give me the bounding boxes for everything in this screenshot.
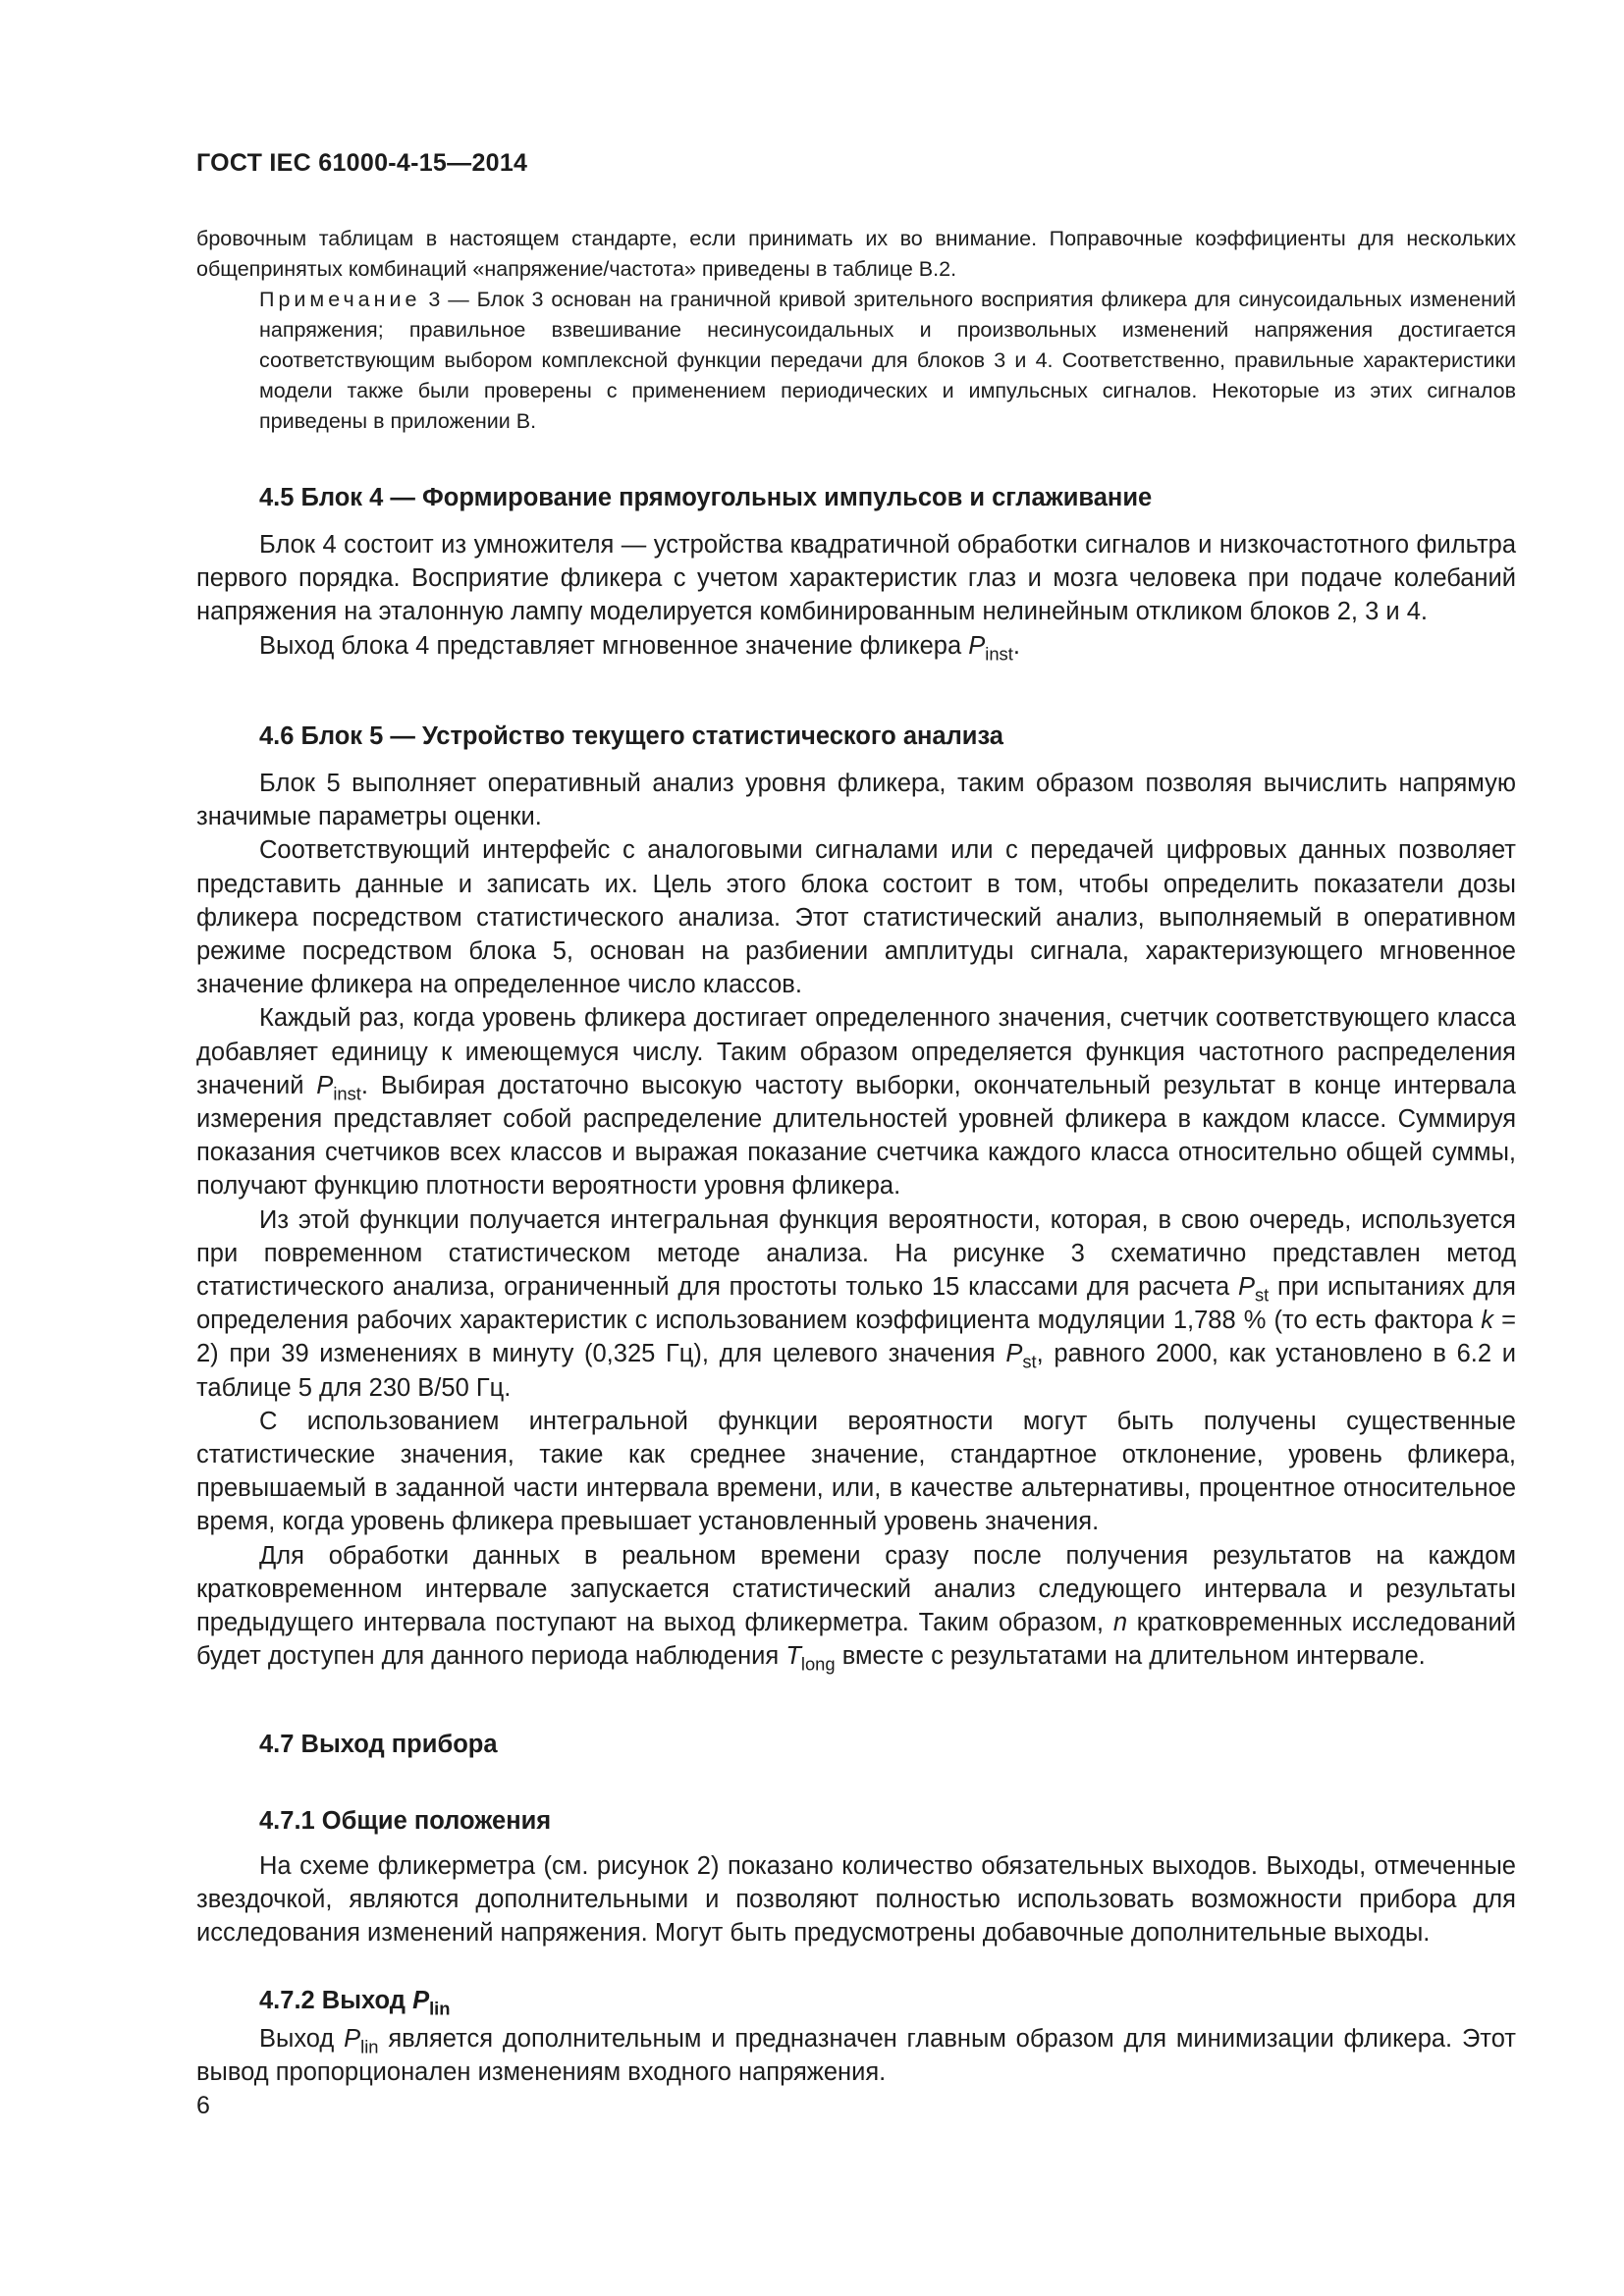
section-4-7-2-paragraph: Выход $P_{lin}$ является дополнительным и предназначен главным образом для минимизации фликера. Этот вывод пропорционален изменениям входного напряжения. [196,2025,1516,2087]
section-4-6-paragraph: Из этой функции получается интегральная функция вероятности, которая, в свою очередь, используется при повременном статистическом методе анализа. На рисунке 3 схематично представлен метод статистического анализа, ограниченный для простоты только 15 классами для расчета $P_{st}$ при испытаниях для определения рабочих характеристик с использованием коэффициента модуляции 1,788 % (то есть фактора k = 2) при 39 изменениях в минуту (0,325 Гц), для целевого значения $P_{st}$, равного 2000, как установлено в 6.2 и таблице 5 для 230 В/50 Гц. [196,1205,1516,1402]
continuation-paragraph: бровочным таблицам в настоящем стандарте, если принимать их во внимание. Поправочные коэффициенты для нескольких общепринятых комбинаций «напряжение/частота» приведены в таблице В.2. [196,227,1516,281]
section-4-6-body [196,767,1516,1673]
section-4-6-paragraph: Для обработки данных в реальном времени сразу после получения результатов на каждом кратковременном интервале запускается статистический анализ следующего интервала и результаты предыдущего интервала поступают на выход фликерметра. Таким образом, n кратковременных исследований будет доступен для данного периода наблюдения $T_{long}$ вместе с результатами на длительном интервале. [196,1541,1517,1675]
section-4-7-heading: 4.7 Выход прибора [259,1731,498,1758]
section-4-5-heading: 4.5 Блок 4 — Формирование прямоугольных импульсов и сглаживание [259,484,1153,511]
section-4-5-paragraph: Блок 4 состоит из умножителя — устройства квадратичной обработки сигналов и низкочастотного фильтра первого порядка. Восприятие фликера с учетом характеристик глаз и мозга человека при подаче колебаний напряжения на эталонную лампу моделируется комбинированным нелинейным откликом блоков 2, 3 и 4. [196,531,1516,626]
note-paragraph [196,285,1516,437]
section-4-7-2-body [196,2022,1516,2089]
section-4-7-1-body [196,1849,1516,1950]
section-4-6-paragraph: Соответствующий интерфейс с аналоговыми сигналами или с передачей цифровых данных позволяет представить данные и записать их. Цель этого блока состоит в том, чтобы определить показатели дозы фликера посредством статистического анализа. Этот статистический анализ, выполняемый в оперативном режиме посредством блока 5, основан на разбиении амплитуды сигнала, характеризующего мгновенное значение фликера на определенное число классов. [196,836,1516,999]
section-4-5-body [196,528,1516,663]
section-4-6-heading: 4.6 Блок 5 — Устройство текущего статистического анализа [259,722,1003,750]
intro-note-block [196,224,1516,437]
note-label: Примечание [259,288,421,311]
section-4-6-paragraph: Блок 5 выполняет оперативный анализ уровня фликера, таким образом позволяя вычислить напрямую значимые параметры оценки. [196,770,1516,831]
note-text: 3 — Блок 3 основан на граничной кривой зрительного восприятия фликера для синусоидальных изменений напряжения; правильное взвешивание несинусоидальных и произвольных изменений напряжения достигается соответствующим выбором комплексной функции передачи для блоков 3 и 4. Соответственно, правильные характеристики модели также были проверены с применением периодических и импульсных сигналов. Некоторые из этих сигналов приведены в приложении В. [259,288,1516,433]
section-4-7-1-heading: 4.7.1 Общие положения [259,1807,552,1835]
section-4-7-2-heading: 4.7.2 Выход $P_{lin}$ [259,1987,451,2019]
section-4-6-paragraph: С использованием интегральной функции вероятности могут быть получены существенные статистические значения, такие как среднее значение, стандартное отклонение, уровень фликера, превышаемый в заданной части интервала времени, или, в качестве альтернативы, процентное относительное время, когда уровень фликера превышает установленный уровень значения. [196,1407,1516,1536]
page-number: 6 [196,2092,210,2119]
section-4-5-paragraph: Выход блока 4 представляет мгновенное значение фликера $P_{inst}$. [259,631,1020,665]
section-4-7-1-paragraph: На схеме фликерметра (см. рисунок 2) показано количество обязательных выходов. Выходы, отмеченные звездочкой, являются дополнительными и позволяют полностью использовать возможности прибора для исследования изменений напряжения. Могут быть предусмотрены добавочные дополнительные выходы. [196,1852,1516,1948]
document-header: ГОСТ IEC 61000-4-15—2014 [196,149,528,177]
section-4-6-paragraph: Каждый раз, когда уровень фликера достигает определенного значения, счетчик соответствующего класса добавляет единицу к имеющемуся числу. Таким образом определяется функция частотного распределения значений $P_{inst}$. Выбирая достаточно высокую частоту выборки, окончательный результат в конце интервала измерения представляет собой распределение длительностей уровней фликера в каждом классе. Суммируя показания счетчиков всех классов и выражая показание счетчика каждого класса относительно общей суммы, получают функцию плотности вероятности уровня фликера. [196,1004,1516,1201]
